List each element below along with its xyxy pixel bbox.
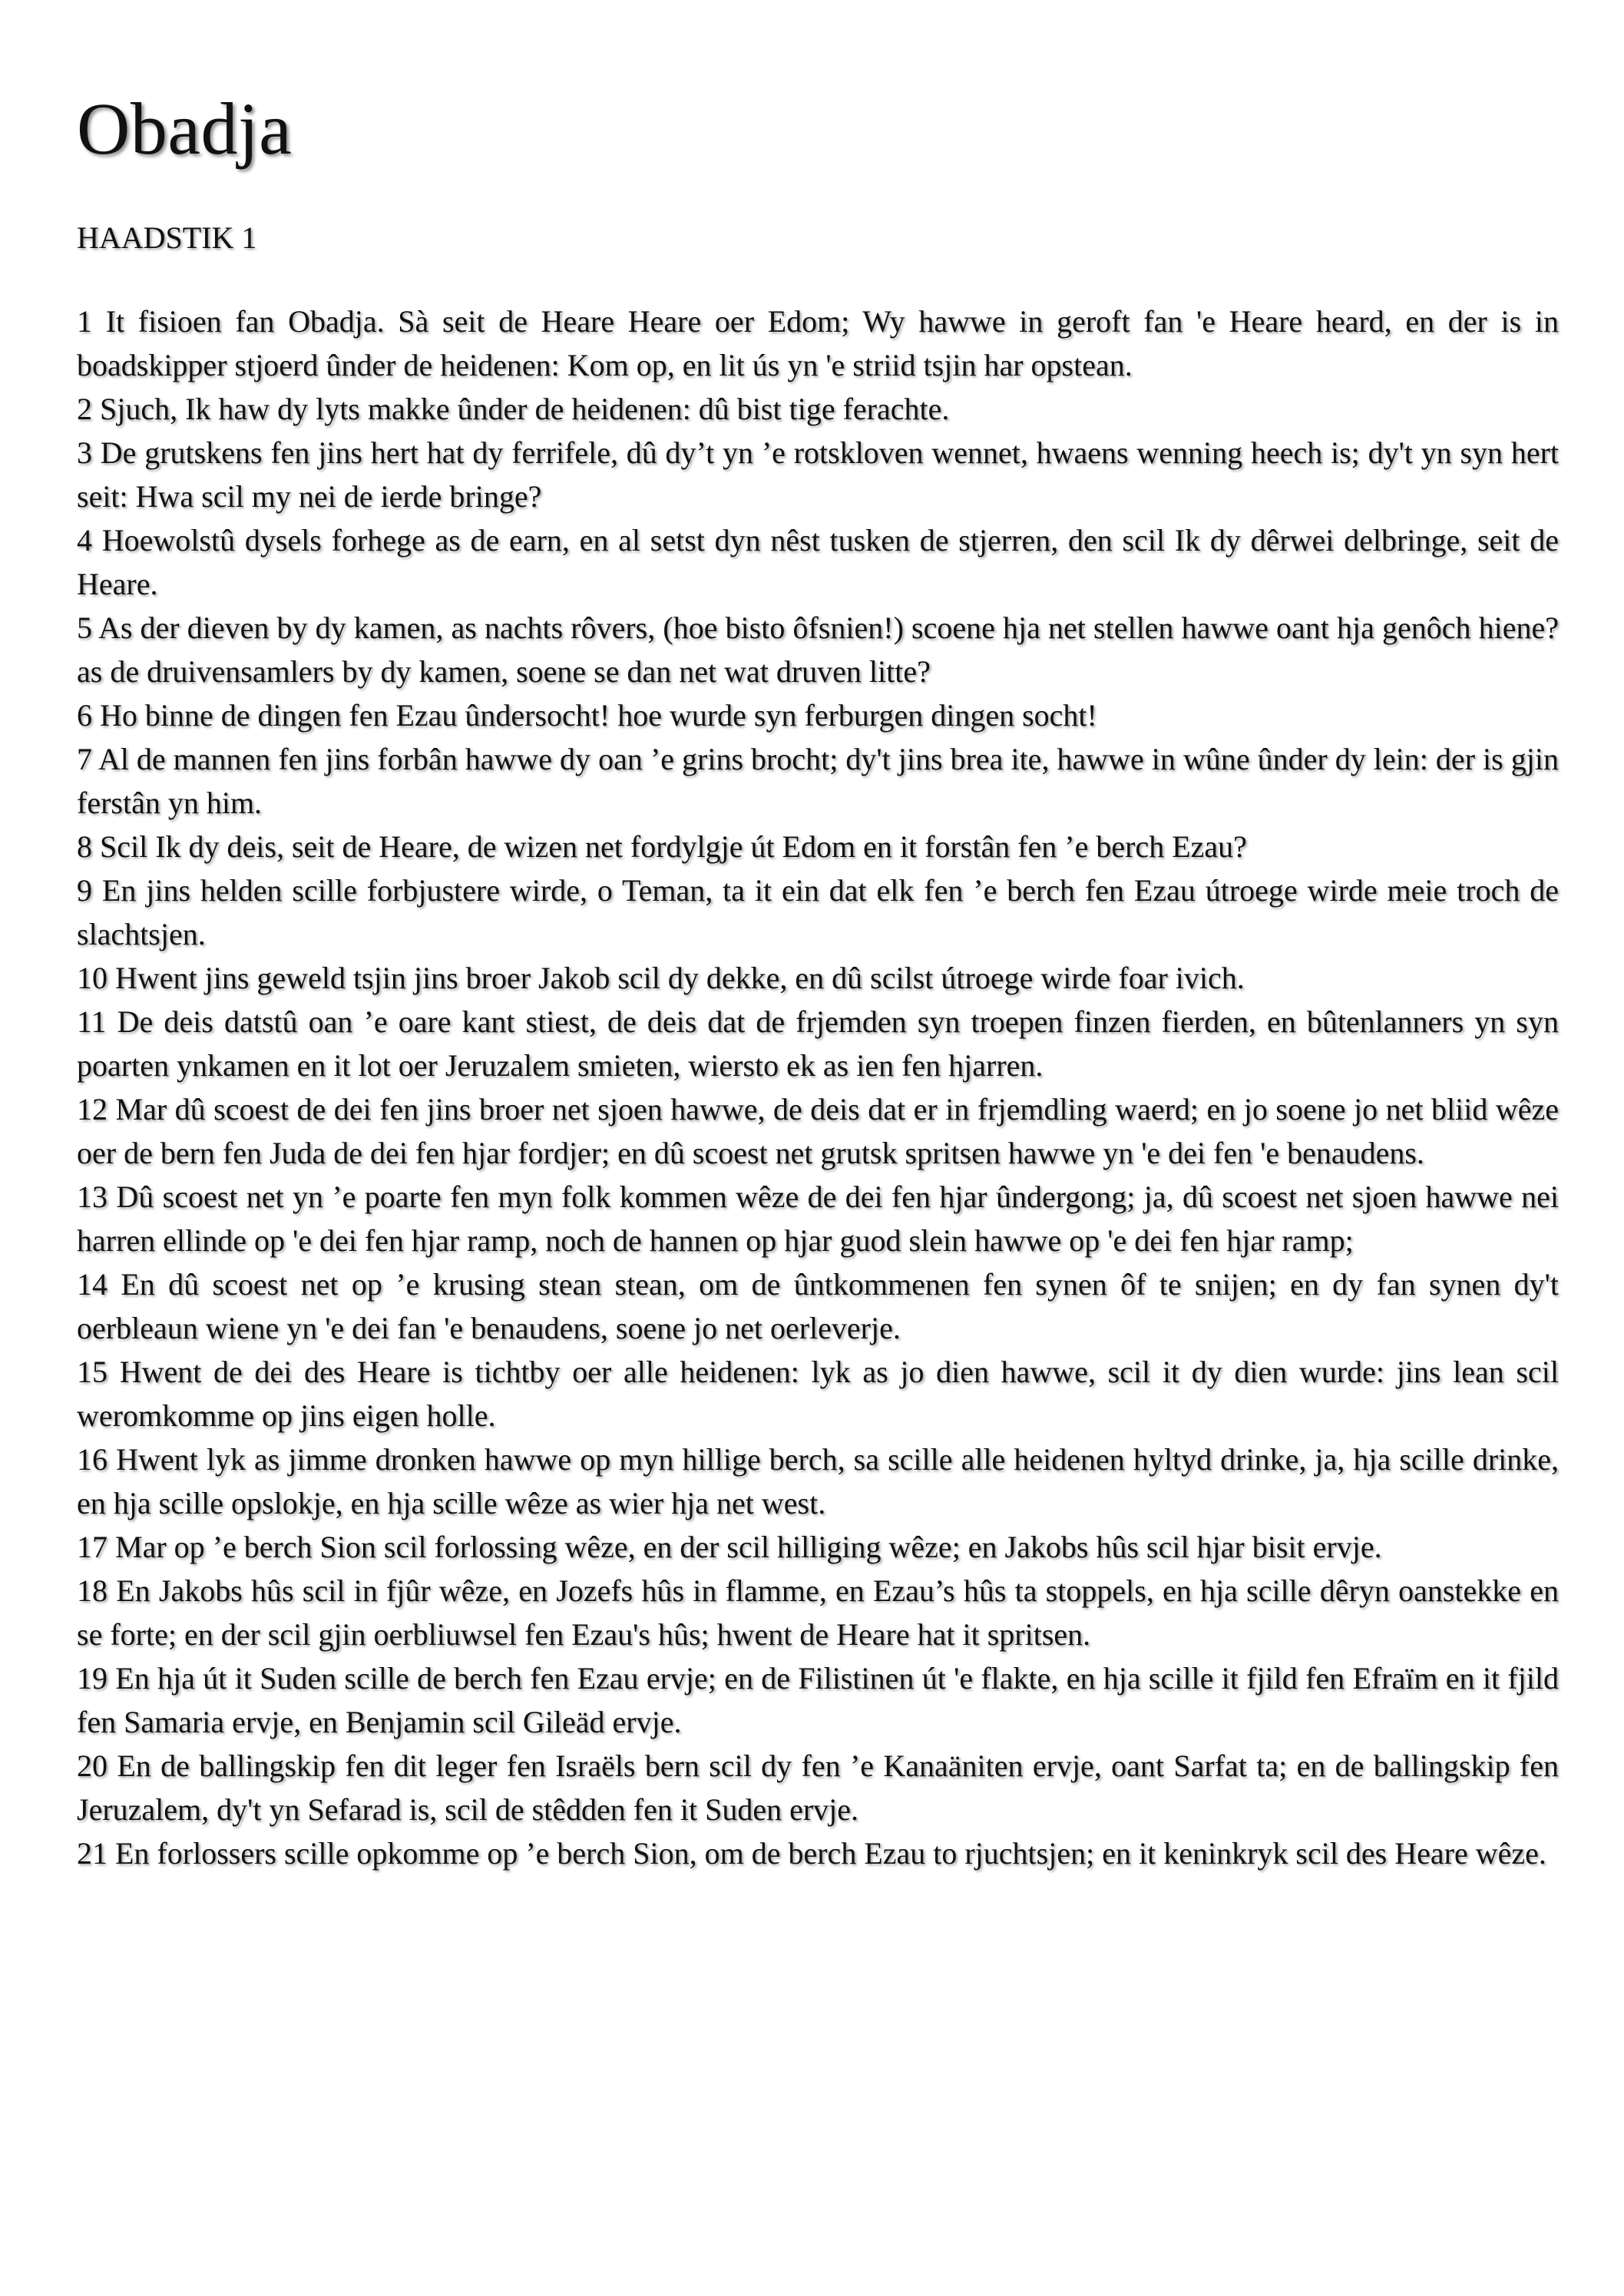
verse-number: 6 <box>77 698 92 733</box>
verse <box>77 737 1559 825</box>
verse-text: Scil Ik dy deis, seit de Heare, de wizen net fordylgje út Edom en it forstân fen ’e berch Ezau? <box>100 829 1247 864</box>
verse-text: Sjuch, Ik haw dy lyts makke ûnder de heidenen: dû bist tige ferachte. <box>100 392 950 426</box>
verse <box>77 868 1559 956</box>
verse-number: 21 <box>77 1836 107 1871</box>
verse <box>77 1569 1559 1656</box>
verse-text: En jins helden scille forbjustere wirde, o Teman, ta it ein dat elk fen ’e berch fen Ezau útroege wirde meie troch de slachtsjen. <box>77 873 1559 951</box>
verse-text: En Jakobs hûs scil in fjûr wêze, en Jozefs hûs in flamme, en Ezau’s hûs ta stoppels, en hja scille dêryn oanstekke en se forte; en der scil gjin oerbliuwsel fen Ezau's hûs; hwent de Heare hat it spritsen. <box>77 1573 1559 1652</box>
verse-text: Hwent lyk as jimme dronken hawwe op myn hillige berch, sa scille alle heidenen hyltyd drinke, ja, hja scille drinke, en hja scille opslokje, en hja scille wêze as wier hja net west. <box>77 1442 1560 1520</box>
verse <box>77 1437 1559 1525</box>
verse-text: Mar op ’e berch Sion scil forlossing wêze, en der scil hilliging wêze; en Jakobs hûs scil hjar bisit ervje. <box>115 1530 1382 1564</box>
book-title: Obadja <box>77 88 293 170</box>
verse <box>77 1744 1559 1831</box>
verse-text: Hwent jins geweld tsjin jins broer Jakob scil dy dekke, en dû scilst útroege wirde foar ivich. <box>115 961 1245 995</box>
verse <box>77 1087 1559 1175</box>
verse-number: 20 <box>77 1748 107 1783</box>
verse <box>77 431 1559 518</box>
verse-number: 4 <box>77 523 92 557</box>
verse <box>77 956 1559 1000</box>
verse <box>77 518 1559 606</box>
verse <box>77 1175 1559 1262</box>
verse-text: Al de mannen fen jins forbân hawwe dy oan ’e grins brocht; dy't jins brea ite, hawwe in wûne ûnder dy lein: der is gjin ferstân yn him. <box>77 742 1560 820</box>
verse-text: En hja út it Suden scille de berch fen Ezau ervje; en de Filistinen út 'e flakte, en hja scille it fjild fen Efraïm en it fjild fen Samaria ervje, en Benjamin scil Gileäd ervje. <box>77 1661 1560 1739</box>
verse-number: 8 <box>77 829 92 864</box>
verse <box>77 1831 1559 1875</box>
verse-number: 19 <box>77 1661 107 1696</box>
verse-text: Hwent de dei des Heare is tichtby oer alle heidenen: lyk as jo dien hawwe, scil it dy dien wurde: jins lean scil weromkomme op jins eigen holle. <box>77 1355 1560 1433</box>
verse <box>77 299 1559 387</box>
verse <box>77 1350 1559 1437</box>
verse-number: 15 <box>77 1355 107 1389</box>
verse-number: 16 <box>77 1442 107 1477</box>
verse-text: Hoewolstû dysels forhege as de earn, en al setst dyn nêst tusken de stjerren, den scil Ik dy dêrwei delbringe, seit de Heare. <box>77 523 1560 601</box>
verse-number: 13 <box>77 1179 107 1214</box>
verse <box>77 1262 1559 1350</box>
verse-number: 1 <box>77 304 92 339</box>
verse-text: Mar dû scoest de dei fen jins broer net sjoen hawwe, de deis dat er in frjemdling waerd; en jo soene jo net bliid wêze oer de bern fen Juda de dei fen hjar fordjer; en dû scoest net grutsk spritsen hawwe yn 'e dei fen 'e benaudens. <box>77 1092 1560 1170</box>
verse <box>77 825 1559 868</box>
verse-number: 11 <box>77 1004 107 1039</box>
verse-number: 18 <box>77 1573 107 1608</box>
verse <box>77 606 1559 693</box>
verse-text: En dû scoest net op ’e krusing stean stean, om de ûntkommenen fen synen ôf te snijen; en dy fan synen dy't oerbleaun wiene yn 'e dei fan 'e benaudens, soene jo net oerleverje. <box>77 1267 1560 1345</box>
verse-text: De deis datstû oan ’e oare kant stiest, de deis dat de frjemden syn troepen finzen fierden, en bûtenlanners yn syn poarten ynkamen en it lot oer Jeruzalem smieten, wiersto ek as ien fen hjarren. <box>77 1004 1559 1083</box>
verse <box>77 1656 1559 1744</box>
verse <box>77 693 1559 737</box>
verse-text: Dû scoest net yn ’e poarte fen myn folk kommen wêze de dei fen hjar ûndergong; ja, dû scoest net sjoen hawwe nei harren ellinde op 'e dei fen hjar ramp, noch de hannen op hjar guod slein hawwe op 'e dei fen hjar ramp; <box>77 1179 1560 1258</box>
verse <box>77 1000 1559 1087</box>
verse-number: 9 <box>77 873 92 908</box>
verse-text: En forlossers scille opkomme op ’e berch Sion, om de berch Ezau to rjuchtsjen; en it keninkryk scil des Heare wêze. <box>115 1836 1546 1871</box>
verse-number: 12 <box>77 1092 107 1126</box>
verse-number: 2 <box>77 392 92 426</box>
verse-number: 5 <box>77 610 92 645</box>
verse-number: 3 <box>77 435 92 470</box>
verse-text: It fisioen fan Obadja. Sà seit de Heare Heare oer Edom; Wy hawwe in geroft fan 'e Heare heard, en der is in boadskipper stjoerd ûnder de heidenen: Kom op, en lit ús yn 'e striid tsjin har opstean. <box>77 304 1560 382</box>
verse-number: 10 <box>77 961 107 995</box>
verse-number: 17 <box>77 1530 107 1564</box>
verse-text: Ho binne de dingen fen Ezau ûndersocht! hoe wurde syn ferburgen dingen socht! <box>100 698 1097 733</box>
verse-text: De grutskens fen jins hert hat dy ferrifele, dû dy’t yn ’e rotskloven wennet, hwaens wenning heech is; dy't yn syn hert seit: Hwa scil my nei de ierde bringe? <box>77 435 1560 514</box>
verse-number: 14 <box>77 1267 107 1302</box>
verse <box>77 1525 1559 1569</box>
verse-number: 7 <box>77 742 92 776</box>
chapter-heading: HAADSTIK 1 <box>77 220 257 255</box>
verse <box>77 387 1559 431</box>
verse-list <box>77 299 1559 1875</box>
verse-text: As der dieven by dy kamen, as nachts rôvers, (hoe bisto ôfsnien!) scoene hja net stellen hawwe oant hja genôch hiene? as de druivensamlers by dy kamen, soene se dan net wat druven litte? <box>77 610 1560 689</box>
verse-text: En de ballingskip fen dit leger fen Israëls bern scil dy fen ’e Kanaäniten ervje, oant Sarfat ta; en de ballingskip fen Jeruzalem, dy't yn Sefarad is, scil de stêdden fen it Suden ervje. <box>77 1748 1559 1827</box>
